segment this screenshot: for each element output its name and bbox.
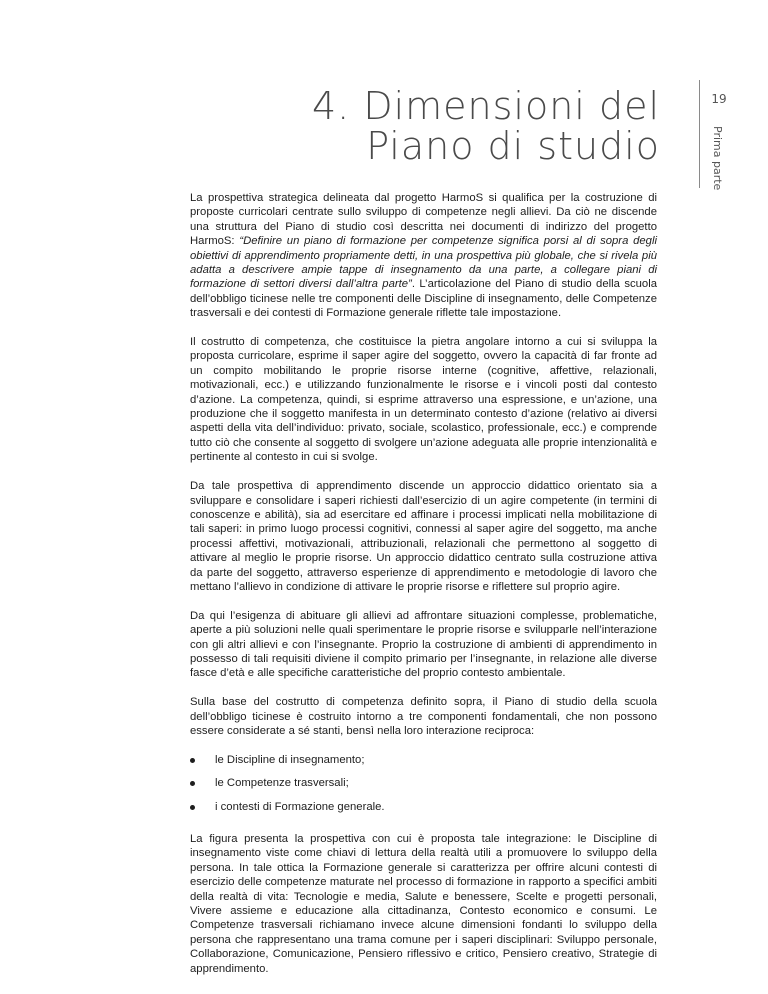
- bullet-icon: [190, 781, 195, 786]
- harmos-quote: “Definire un piano di formazione per competenze significa porsi al di sopra degli obiettivi di apprendimento propriamente detti, in una prospettiva più globale, che si rivela più adatta a descrivere ampie tappe di insegnamento da una parte, a collegare piani di formazione di settori diversi dall’altra parte”: [190, 235, 657, 291]
- paragraph-intro: [190, 191, 657, 321]
- paragraph-didactic-approach: Da tale prospettiva di apprendimento discende un approccio didattico orientato sia a sviluppare e consolidare i saperi richiesti dall’esercizio di un agire competente (in termini di conoscenze e abilità), sia ad esercitare ed affinare i processi implicati nella mobilitazione di tali saperi: in primo luogo processi cognitivi, connessi al saper agire del soggetto, ma anche processi affettivi, motivazionali, attribuzionali, relazionali che permettono al soggetto di attivare al meglio le proprie risorse. Un approccio didattico centrato sulla costruzione attiva da parte del soggetto, attraverso esperienze di apprendimento e metodologie di lavoro che mettano l’allievo in condizione di attivare le proprie risorse e riflettere sul proprio agire.: [190, 480, 657, 593]
- list-item: [190, 753, 657, 767]
- paragraph-figure-description: La figura presenta la prospettiva con cui è proposta tale integrazione: le Discipline di insegnamento viste come chiavi di lettura della realtà utili a promuovere lo sviluppo della persona. In tale ottica la Formazione generale si caratterizza per offrire alcuni contesti di esercizio delle competenze maturate nel processo di formazione in rapporto a specifici ambiti della realtà di vita: Tecnologie e media, Salute e benessere, Scelte e progetti personali, Vivere assieme e educazione alla cittadinanza, Contesto economico e consumi. Le Competenze trasversali richiamano invece alcune dimensioni fondanti lo sviluppo della persona che rappresentano una trama comune per i saperi disciplinari: Sviluppo personale, Collaborazione, Comunicazione, Pensiero riflessivo e critico, Pensiero creativo, Strategie di apprendimento.: [190, 832, 657, 975]
- bullet-icon: [190, 758, 195, 763]
- chapter-title: [312, 86, 660, 166]
- intro-text: La prospettiva strategica delineata dal progetto HarmoS si qualifica per la costruzione di proposte curricolari centrate sullo sviluppo di competenze negli allievi. Da ciò ne discende una struttura del Piano di studio così descritta nei documenti di indirizzo del progetto HarmoS:: [190, 192, 657, 248]
- margin-divider: [699, 80, 700, 188]
- paragraph-components: Sulla base del costrutto di competenza definito sopra, il Piano di studio della scuola dell’obbligo ticinese è costruito intorno a tre componenti fondamentali, che non possono essere considerate a sé stanti, bensì nella loro interazione reciproca:: [190, 696, 657, 737]
- list-item: [190, 800, 657, 814]
- list-item-text: le Discipline di insegnamento;: [215, 753, 365, 766]
- list-item: [190, 776, 657, 790]
- intro-conclusion: . L’articolazione del Piano di studio della scuola dell’obbligo ticinese nelle tre componenti delle Discipline di insegnamento, delle Competenze trasversali e dei contesti di Formazione generale riflette tale impostazione.: [190, 278, 658, 320]
- page-number: 19: [711, 92, 727, 106]
- list-item-text: le Competenze trasversali;: [215, 777, 349, 790]
- components-list: [190, 753, 657, 814]
- body-text: [190, 191, 657, 990]
- chapter-title-line-2: Piano di studio: [366, 124, 660, 168]
- paragraph-learning-environments: Da qui l’esigenza di abituare gli allievi ad affrontare situazioni complesse, problematiche, aperte a più soluzioni nelle quali sperimentare le proprie risorse e svilupparle nell’interazione con gli altri allievi e con l’insegnante. Proprio la costruzione di ambienti di apprendimento in possesso di tali requisiti diviene il compito primario per l’insegnante, in relazione alle diverse fasce d’età e alle specifiche caratteristiche del proprio contesto ambientale.: [190, 609, 657, 680]
- list-item-text: i contesti di Formazione generale.: [215, 800, 385, 813]
- bullet-icon: [190, 805, 195, 810]
- section-label: Prima parte: [711, 126, 724, 191]
- paragraph-competence: Il costrutto di competenza, che costituisce la pietra angolare intorno a cui si sviluppa la proposta curricolare, esprime il saper agire del soggetto, ovvero la capacità di far fronte ad un compito mobilitando le proprie risorse interne (cognitive, affettive, relazionali, motivazionali, ecc.) e utilizzando funzionalmente le risorse e i vincoli posti dal contesto d’azione. La competenza, quindi, si esprime attraverso una espressione, e un’azione, una produzione che il soggetto manifesta in un determinato contesto d’azione (relativo ai diversi aspetti della vita dell’individuo: privato, sociale, scolastico, professionale, ecc.) e comprende tutto ciò che consente al soggetto di svolgere un’azione adeguata alle proprie intenzionalità e pertinente al contesto in cui si svolge.: [190, 336, 657, 464]
- chapter-title-line-1: 4. Dimensioni del: [311, 84, 660, 128]
